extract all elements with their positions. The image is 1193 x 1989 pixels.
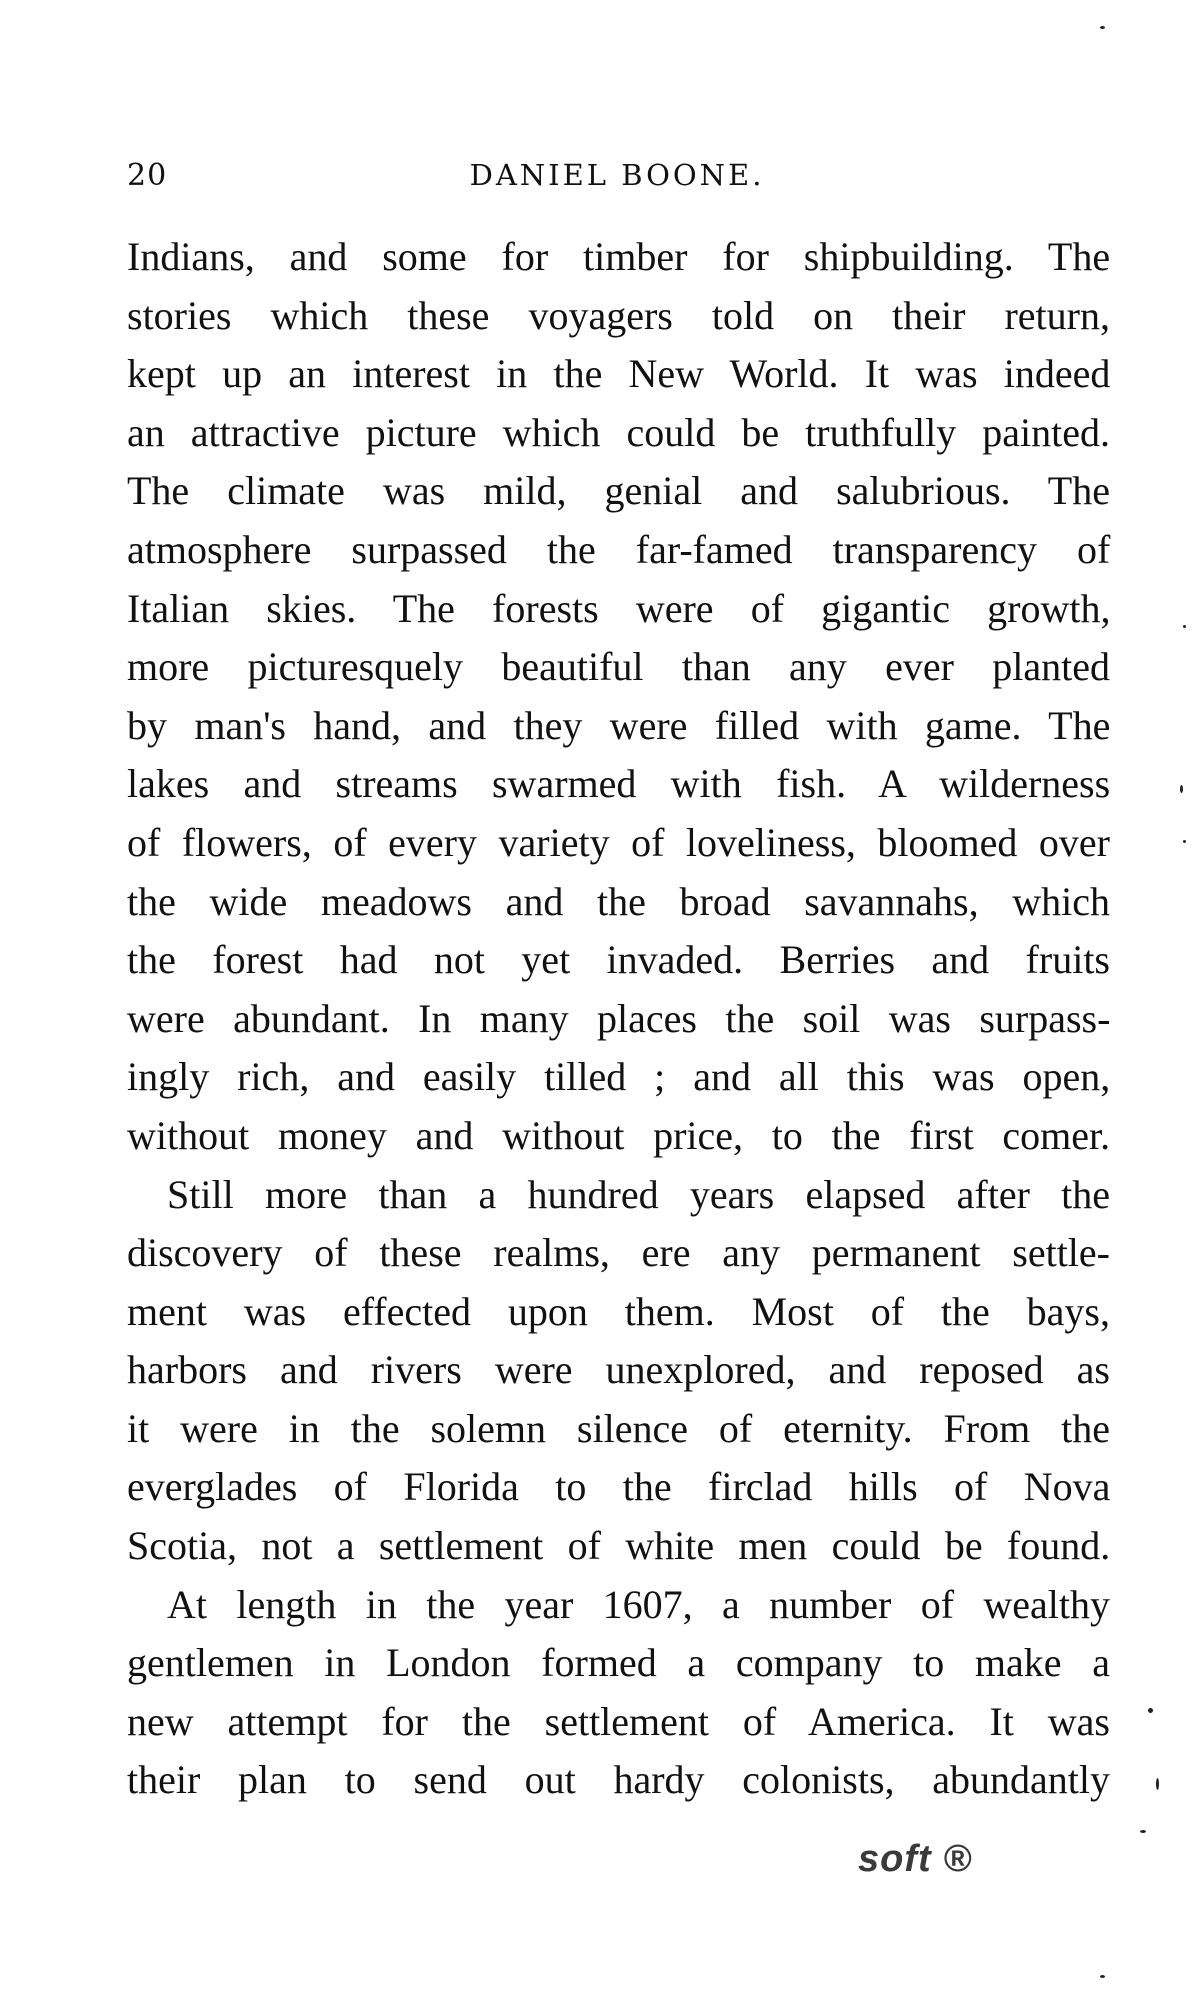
text-line: atmosphere surpassed the far-famed transparency of [127, 526, 1111, 572]
text-line: ingly rich, and easily tilled ; and all this was open, [127, 1054, 1111, 1100]
scan-speck [1100, 26, 1105, 29]
text-line: discovery of these realms, ere any permanent settle- [127, 1230, 1110, 1276]
scan-speck [1140, 1830, 1146, 1833]
text-line: their plan to send out hardy colonists, abundantly [127, 1757, 1110, 1803]
text-line: the wide meadows and the broad savannahs, which [127, 878, 1110, 924]
scan-speck [1183, 840, 1186, 843]
text-line: of flowers, of every variety of loveliness, bloomed over [127, 819, 1110, 865]
text-line: gentlemen in London formed a company to make a [127, 1640, 1110, 1686]
page-header [127, 158, 1107, 198]
scan-speck [1148, 1708, 1153, 1713]
text-line: everglades of Florida to the firclad hills of Nova [127, 1464, 1111, 1510]
scan-speck [1180, 785, 1183, 793]
text-line: by man's hand, and they were filled with game. The [127, 702, 1111, 748]
text-line: more picturesquely beautiful than any ever planted [127, 644, 1111, 690]
scan-speck [1100, 1975, 1105, 1978]
text-line: At length in the year 1607, a number of wealthy [167, 1581, 1110, 1627]
body-text [127, 228, 1110, 1810]
text-line: Italian skies. The forests were of gigantic growth, [127, 585, 1111, 631]
text-line: were abundant. In many places the soil was surpass- [127, 995, 1111, 1041]
scan-speck [1156, 1778, 1159, 1790]
watermark: soft ® [858, 1838, 973, 1880]
text-line: without money and without price, to the first comer. [127, 1112, 1111, 1158]
text-line: lakes and streams swarmed with fish. A wilderness [127, 761, 1111, 807]
text-line: Indians, and some for timber for shipbuilding. The [127, 234, 1111, 279]
text-line: the forest had not yet invaded. Berries and fruits [127, 937, 1110, 983]
text-line: The climate was mild, genial and salubrious. The [127, 468, 1110, 514]
text-line: kept up an interest in the New World. It was indeed [127, 351, 1111, 397]
text-line: new attempt for the settlement of America. It was [127, 1698, 1110, 1744]
text-line: it were in the solemn silence of eternity. From the [127, 1405, 1110, 1451]
text-line: Scotia, not a settlement of white men could be found. [127, 1523, 1111, 1569]
running-title: DANIEL BOONE. [469, 158, 765, 192]
text-line: an attractive picture which could be truthfully painted. [127, 409, 1110, 455]
page-number: 20 [127, 158, 168, 193]
text-line: stories which these voyagers told on their return, [127, 292, 1110, 338]
text-line: Still more than a hundred years elapsed after the [167, 1171, 1111, 1217]
text-line: ment was effected upon them. Most of the bays, [127, 1288, 1110, 1334]
scan-speck [1183, 625, 1186, 628]
text-line: harbors and rivers were unexplored, and reposed as [127, 1347, 1110, 1393]
